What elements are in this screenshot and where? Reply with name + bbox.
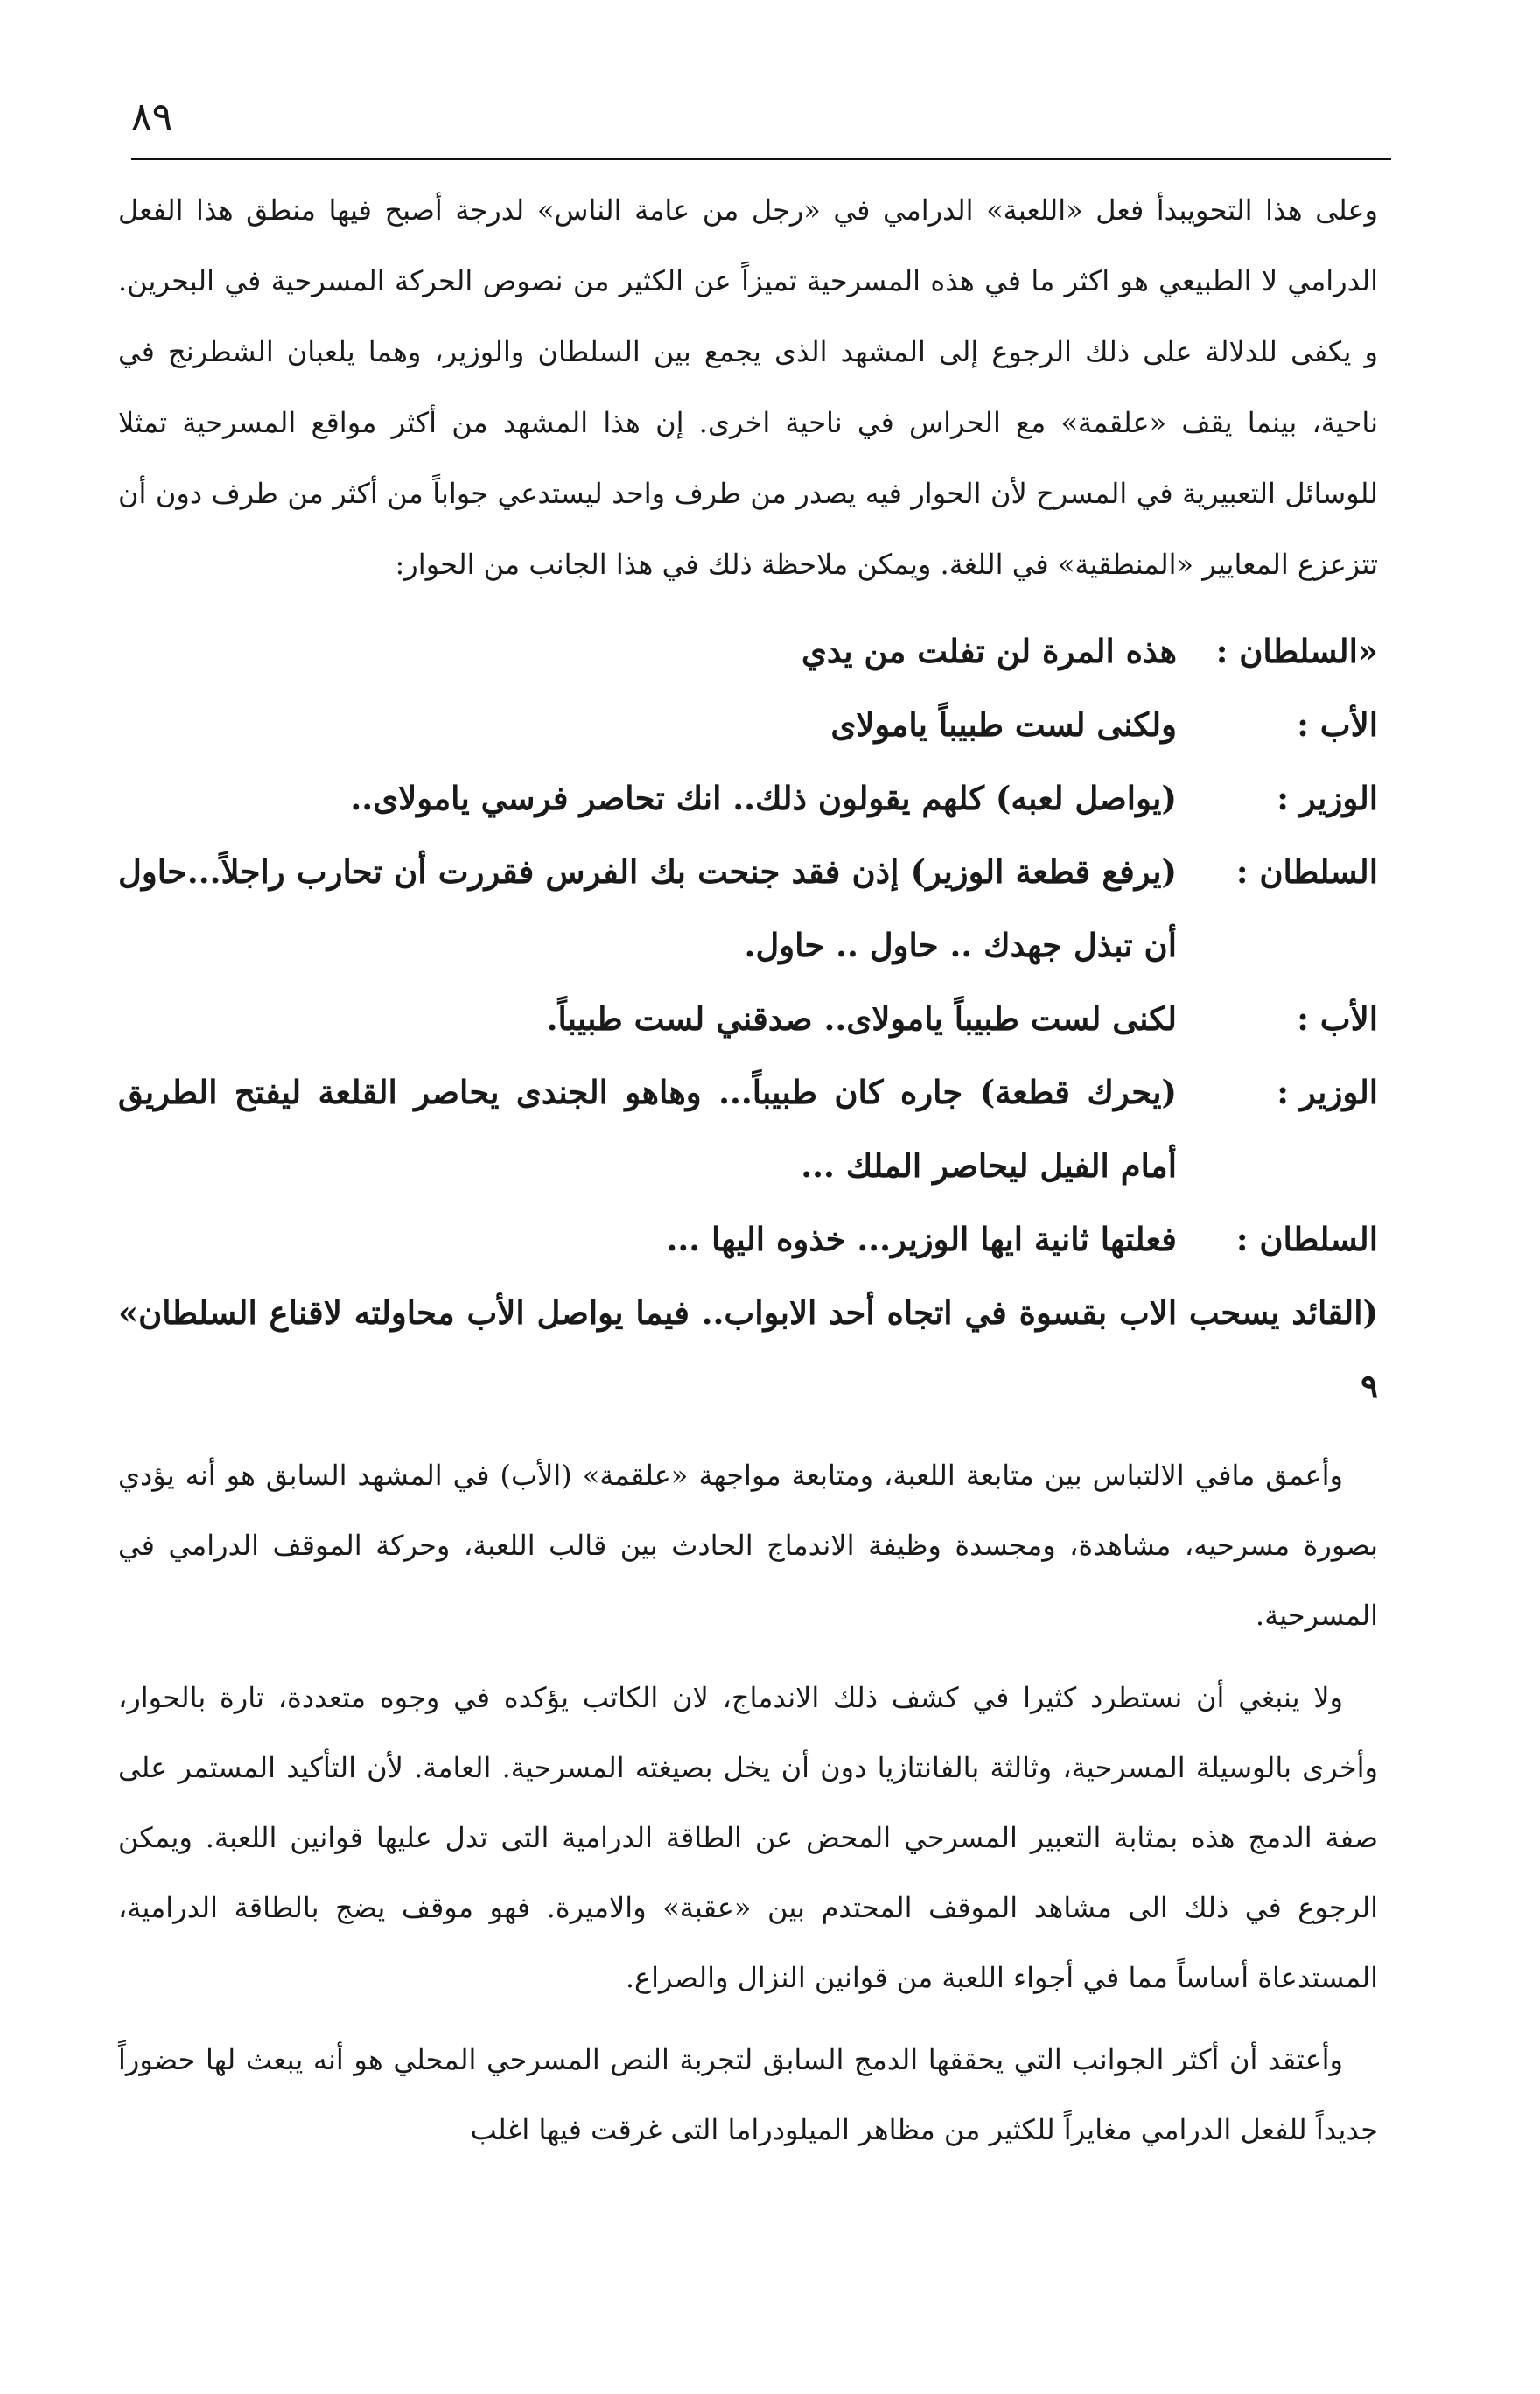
- header-divider: [131, 158, 1391, 160]
- dialogue-speaker: الوزير :: [1277, 779, 1378, 817]
- dialogue-line: (يواصل لعبه) كلهم يقولون ذلك.. انك تحاصر فرسي يامولاى..: [350, 779, 1177, 817]
- dialogue-row: [118, 835, 1378, 982]
- dialogue-line: هذه المرة لن تفلت من يدي: [801, 632, 1177, 670]
- dialogue-speaker: «السلطان :: [1215, 632, 1378, 670]
- page-body: [118, 175, 1378, 2165]
- dialogue-line: (يحرك قطعة) جاره كان طبيباً... وهاهو الجندى يحاصر القلعة ليفتح الطريق أمام الفيل ليحاصر الملك ...: [118, 1073, 1177, 1185]
- dialogue-row: [118, 688, 1378, 761]
- page-number: ٨٩: [131, 94, 173, 139]
- dialogue-row: [118, 1055, 1378, 1202]
- paragraph-gap: [118, 1650, 1378, 1662]
- dialogue-line: فعلتها ثانية ايها الوزير... خذوه اليها ...: [666, 1220, 1177, 1258]
- stage-direction: (القائد يسحب الاب بقسوة في اتجاه أحد الابواب.. فيما يواصل الأب محاولته لاقناع السلطان» ٩: [118, 1293, 1378, 1405]
- dialogue-speaker: الأب :: [1297, 999, 1378, 1038]
- dialogue-line: (يرفع قطعة الوزير) إذن فقد جنحت بك الفرس فقررت أن تحارب راجلاً...حاول أن تبذل جهدك .. حاول .. حاول.: [118, 852, 1177, 964]
- paragraph-gap: [118, 2012, 1378, 2025]
- intro-paragraph: وعلى هذا التحويبدأ فعل «اللعبة» الدرامي في «رجل من عامة الناس» لدرجة أصبح فيها منطق هذا الفعل الدرامي لا الطبيعي هو اكثر ما في هذه المسرحية تميزاً عن الكثير من نصوص الحركة المسرحية في البحرين. و يكفى للدلالة على ذلك الرجوع إلى المشهد الذى يجمع بين السلطان والوزير، وهما يلعبان الشطرنج في ناحية، بينما يقف «علقمة» مع الحراس في ناحية اخرى. إن هذا المشهد من أكثر مواقع المسرحية تمثلا للوسائل التعبيرية في المسرح لأن الحوار فيه يصدر من طرف واحد ليستدعي جواباً من أكثر من طرف دون أن تتزعزع المعايير «المنطقية» في اللغة. ويمكن ملاحظة ذلك في هذا الجانب من الحوار:: [118, 193, 1379, 581]
- dialogue-row: [118, 761, 1378, 835]
- dialogue-line: لكنى لست طبيباً يامولاى.. صدقني لست طبيباً.: [546, 999, 1177, 1038]
- dialogue-speaker: السلطان :: [1236, 1220, 1378, 1258]
- dialogue-speaker: الوزير :: [1277, 1073, 1378, 1111]
- body-paragraph: ولا ينبغي أن نستطرد كثيرا في كشف ذلك الاندماج، لان الكاتب يؤكده في وجوه متعددة، تارة بالحوار، وأخرى بالوسيلة المسرحية، وثالثة بالفانتازيا دون أن يخل بصيغته المسرحية. العامة. لأن التأكيد المستمر على صفة الدمج هذه بمثابة التعبير المسرحي المحض عن الطاقة الدرامية التى تدل عليها قوانين اللعبة. ويمكن الرجوع في ذلك الى مشاهد الموقف المحتدم بين «عقبة» والاميرة. فهو موقف يضج بالطاقة الدرامية، المستدعاة أساساً مما في أجواء اللعبة من قوانين النزال والصراع.: [118, 1681, 1379, 1994]
- body-paragraph: وأعمق مافي الالتباس بين متابعة اللعبة، ومتابعة مواجهة «علقمة» (الأب) في المشهد السابق هو أنه يؤدي بصورة مسرحيه، مشاهدة، ومجسدة وظيفة الاندماج الحادث بين قالب اللعبة، وحركة الموقف الدرامي في المسرحية.: [118, 1459, 1378, 1632]
- dialogue-speaker: السلطان :: [1236, 852, 1378, 891]
- dialogue-row: [118, 614, 1378, 688]
- dialogue-row: [118, 1202, 1378, 1276]
- analysis-section: [118, 1440, 1378, 2165]
- body-paragraph: وأعتقد أن أكثر الجوانب التي يحققها الدمج السابق لتجربة النص المسرحي المحلي هو أنه يبعث لها حضوراً جديداً للفعل الدرامي مغايراً للكثير من مظاهر الميلودراما التى غرقت فيها اغلب: [118, 2043, 1378, 2146]
- dialogue-row: [118, 982, 1378, 1055]
- dialogue-block: [118, 614, 1378, 1423]
- dialogue-speaker: الأب :: [1297, 705, 1378, 744]
- dialogue-line: ولكنى لست طبيباً يامولاى: [830, 705, 1177, 744]
